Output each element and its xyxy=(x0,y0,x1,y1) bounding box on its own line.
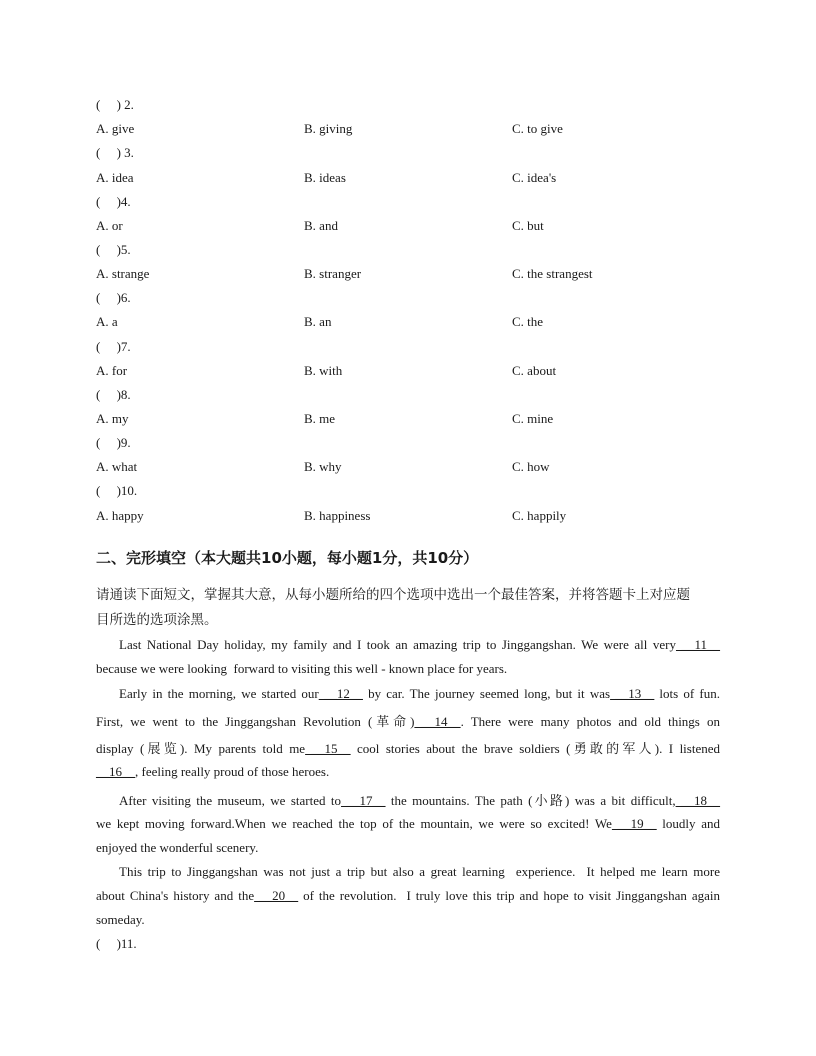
passage-line: This trip to Jinggangshan was not just a trip but also a great learning experience. It helped me learn more xyxy=(119,864,720,879)
passage-line: because we were looking forward to visiting this well - known place for years. xyxy=(96,661,508,676)
option-c: C. the strangest xyxy=(512,266,593,281)
question-stem: ( )11. xyxy=(96,936,137,951)
passage-text: Early in the morning, we started our xyxy=(119,686,319,701)
passage-text: of the revolution. I truly love this trip and hope to visit Jinggangshan again xyxy=(298,888,720,903)
passage-text: loudly and xyxy=(656,816,720,831)
passage-line xyxy=(96,816,720,832)
option-a: A. for xyxy=(96,363,128,378)
blank-14: __14__ xyxy=(414,714,461,729)
blank-15: __15__ xyxy=(305,741,351,756)
blank-11: __11__ xyxy=(675,637,720,652)
passage-line xyxy=(96,764,720,780)
passage-line xyxy=(96,738,720,757)
blank-20: __20__ xyxy=(254,888,299,903)
option-b: B. giving xyxy=(304,121,353,136)
passage-text: . There were many photos and old things on xyxy=(460,714,721,729)
passage-text: about China's history and the xyxy=(96,888,255,903)
blank-18: __18__ xyxy=(675,793,721,808)
option-b: B. with xyxy=(304,363,343,378)
blank-19: __19__ xyxy=(611,816,657,831)
option-b: B. why xyxy=(304,459,342,474)
option-b: B. and xyxy=(304,218,338,233)
option-c: C. idea's xyxy=(512,170,557,185)
question-stem: ( )10. xyxy=(96,483,138,498)
blank-13: __13__ xyxy=(610,686,655,701)
option-c: C. how xyxy=(512,459,550,474)
question-stem: ( )9. xyxy=(96,435,131,450)
question-stem: ( ) 2. xyxy=(96,97,134,112)
passage-line: someday. xyxy=(96,912,145,927)
option-a: A. a xyxy=(96,314,118,329)
option-a: A. strange xyxy=(96,266,150,281)
passage-line xyxy=(96,637,720,653)
passage-text: First, we went to the Jinggangshan Revolution (革命) xyxy=(96,714,415,729)
blank-12: __12__ xyxy=(318,686,363,701)
passage-text: cool stories about the brave soldiers (勇敢的军人). I listened xyxy=(350,741,721,756)
passage-text: by car. The journey seemed long, but it was xyxy=(362,686,611,701)
option-c: C. happily xyxy=(512,508,567,523)
option-c: C. about xyxy=(512,363,557,378)
option-a: A. or xyxy=(96,218,123,233)
passage-line xyxy=(96,686,720,702)
passage-text: we kept moving forward.When we reached the top of the mountain, we were so excited! We xyxy=(96,816,612,831)
option-a: A. what xyxy=(96,459,138,474)
passage-line xyxy=(96,790,720,809)
question-stem: ( )6. xyxy=(96,290,131,305)
question-stem: ( )5. xyxy=(96,242,131,257)
option-a: A. my xyxy=(96,411,129,426)
option-a: A. idea xyxy=(96,170,134,185)
passage-text: lots of fun. xyxy=(654,686,720,701)
passage-text: display (展览). My parents told me xyxy=(96,741,306,756)
question-stem: ( )7. xyxy=(96,339,131,354)
option-c: C. to give xyxy=(512,121,563,136)
instruction-text: 请通读下面短文，掌握其大意，从每小题所给的四个选项中选出一个最佳答案，并将答题卡上对应题 xyxy=(96,587,690,603)
passage-text: the mountains. The path (小路) was a bit difficult, xyxy=(385,793,676,808)
question-stem: ( )8. xyxy=(96,387,131,402)
option-c: C. mine xyxy=(512,411,554,426)
option-c: C. the xyxy=(512,314,544,329)
passage-line xyxy=(96,711,720,730)
option-b: B. stranger xyxy=(304,266,362,281)
option-b: B. happiness xyxy=(304,508,371,523)
section-heading: 二、完形填空（本大题共10小题，每小题1分，共10分） xyxy=(96,549,479,567)
instruction-text: 目所选的选项涂黑。 xyxy=(96,612,218,628)
option-a: A. give xyxy=(96,121,135,136)
question-stem: ( )4. xyxy=(96,194,131,209)
option-b: B. an xyxy=(304,314,332,329)
passage-line xyxy=(96,888,720,904)
option-a: A. happy xyxy=(96,508,144,523)
option-b: B. me xyxy=(304,411,336,426)
question-stem: ( ) 3. xyxy=(96,145,134,160)
option-b: B. ideas xyxy=(304,170,346,185)
blank-17: __17__ xyxy=(341,793,386,808)
passage-text: Last National Day holiday, my family and I took an amazing trip to Jinggangshan. We were all very xyxy=(119,637,676,652)
passage-text: After visiting the museum, we started to xyxy=(119,793,342,808)
option-c: C. but xyxy=(512,218,544,233)
passage-line: enjoyed the wonderful scenery. xyxy=(96,840,259,855)
blank-16: __16__ xyxy=(96,764,135,779)
passage-text: , feeling really proud of those heroes. xyxy=(135,764,330,779)
